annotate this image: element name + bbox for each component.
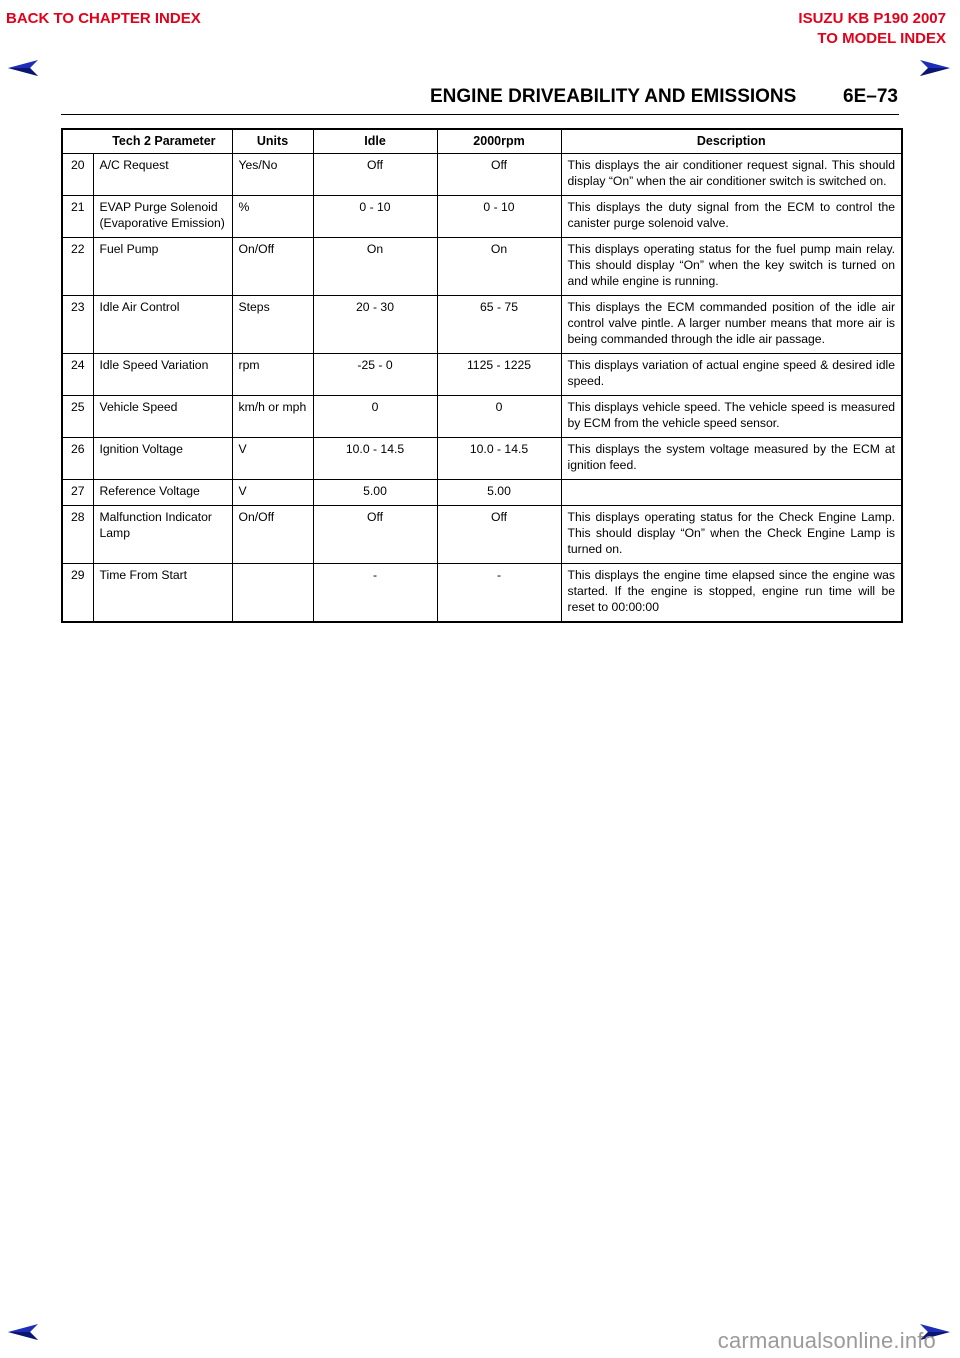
row-number-cell: 22 (62, 238, 93, 296)
description-cell: This displays variation of actual engine speed & desired idle speed. (561, 354, 902, 396)
rpm-2000-cell: 1125 - 1225 (437, 354, 561, 396)
table-row (62, 564, 902, 623)
description-cell: This displays operating status for the fuel pump main relay. This should display “On” when the key switch is turned on and while engine is running. (561, 238, 902, 296)
rpm-2000-cell: 10.0 - 14.5 (437, 438, 561, 480)
idle-cell: -25 - 0 (313, 354, 437, 396)
units-cell: On/Off (232, 506, 313, 564)
page-number: 6E–73 (843, 86, 898, 107)
table-row (62, 354, 902, 396)
units-cell: On/Off (232, 238, 313, 296)
row-number-cell: 29 (62, 564, 93, 623)
arrow-left-icon[interactable] (6, 1322, 40, 1342)
row-number-cell: 28 (62, 506, 93, 564)
row-number-cell: 21 (62, 196, 93, 238)
arrow-right-icon[interactable] (918, 58, 952, 78)
description-cell (561, 480, 902, 506)
watermark: carmanualsonline.info (717, 1328, 936, 1353)
to-model-index-link[interactable]: TO MODEL INDEX (817, 30, 946, 47)
description-cell: This displays the duty signal from the ECM to control the canister purge solenoid valve. (561, 196, 902, 238)
units-cell: Yes/No (232, 154, 313, 196)
column-header-parameter: Tech 2 Parameter (62, 129, 232, 154)
tech2-parameter-table (61, 128, 903, 623)
table-row (62, 154, 902, 196)
column-header-description: Description (561, 129, 902, 154)
parameter-cell: Reference Voltage (93, 480, 232, 506)
parameter-cell: Fuel Pump (93, 238, 232, 296)
description-cell: This displays vehicle speed. The vehicle speed is measured by ECM from the vehicle speed sensor. (561, 396, 902, 438)
parameter-cell: A/C Request (93, 154, 232, 196)
idle-cell: On (313, 238, 437, 296)
rpm-2000-cell: 5.00 (437, 480, 561, 506)
parameter-cell: Malfunction Indicator Lamp (93, 506, 232, 564)
parameter-cell: Idle Speed Variation (93, 354, 232, 396)
rpm-2000-cell: 0 (437, 396, 561, 438)
row-number-cell: 27 (62, 480, 93, 506)
table-row (62, 296, 902, 354)
rpm-2000-cell: - (437, 564, 561, 623)
row-number-cell: 26 (62, 438, 93, 480)
parameter-cell: Ignition Voltage (93, 438, 232, 480)
description-cell: This displays the engine time elapsed since the engine was started. If the engine is stopped, engine run time will be reset to 00:00:00 (561, 564, 902, 623)
units-cell: V (232, 438, 313, 480)
parameter-cell: Time From Start (93, 564, 232, 623)
row-number-cell: 20 (62, 154, 93, 196)
table-header-row (62, 129, 902, 154)
idle-cell: Off (313, 154, 437, 196)
units-cell: % (232, 196, 313, 238)
rpm-2000-cell: On (437, 238, 561, 296)
table-row (62, 480, 902, 506)
table-row (62, 438, 902, 480)
description-cell: This displays operating status for the Check Engine Lamp. This should display “On” when the Check Engine Lamp is turned on. (561, 506, 902, 564)
parameter-cell: Idle Air Control (93, 296, 232, 354)
description-cell: This displays the air conditioner request signal. This should display “On” when the air conditioner switch is switched on. (561, 154, 902, 196)
back-to-chapter-index-link[interactable]: BACK TO CHAPTER INDEX (6, 10, 201, 27)
idle-cell: 0 (313, 396, 437, 438)
row-number-cell: 24 (62, 354, 93, 396)
table-row (62, 196, 902, 238)
header-divider (61, 114, 899, 115)
row-number-cell: 23 (62, 296, 93, 354)
idle-cell: - (313, 564, 437, 623)
units-cell: Steps (232, 296, 313, 354)
idle-cell: 20 - 30 (313, 296, 437, 354)
units-cell: km/h or mph (232, 396, 313, 438)
table-row (62, 396, 902, 438)
idle-cell: 10.0 - 14.5 (313, 438, 437, 480)
row-number-cell: 25 (62, 396, 93, 438)
units-cell: rpm (232, 354, 313, 396)
model-title-link[interactable]: ISUZU KB P190 2007 (798, 10, 946, 27)
table-row (62, 238, 902, 296)
idle-cell: 5.00 (313, 480, 437, 506)
rpm-2000-cell: Off (437, 506, 561, 564)
page-title: ENGINE DRIVEABILITY AND EMISSIONS (430, 86, 797, 107)
column-header-2000rpm: 2000rpm (437, 129, 561, 154)
units-cell: V (232, 480, 313, 506)
rpm-2000-cell: Off (437, 154, 561, 196)
description-cell: This displays the system voltage measured by the ECM at ignition feed. (561, 438, 902, 480)
parameter-cell: Vehicle Speed (93, 396, 232, 438)
column-header-idle: Idle (313, 129, 437, 154)
arrow-left-icon[interactable] (6, 58, 40, 78)
table-row (62, 506, 902, 564)
rpm-2000-cell: 65 - 75 (437, 296, 561, 354)
description-cell: This displays the ECM commanded position of the idle air control valve pintle. A larger number means that more air is being commanded through the idle air passage. (561, 296, 902, 354)
units-cell (232, 564, 313, 623)
column-header-units: Units (232, 129, 313, 154)
idle-cell: 0 - 10 (313, 196, 437, 238)
parameter-cell: EVAP Purge Solenoid (Evaporative Emission) (93, 196, 232, 238)
idle-cell: Off (313, 506, 437, 564)
rpm-2000-cell: 0 - 10 (437, 196, 561, 238)
